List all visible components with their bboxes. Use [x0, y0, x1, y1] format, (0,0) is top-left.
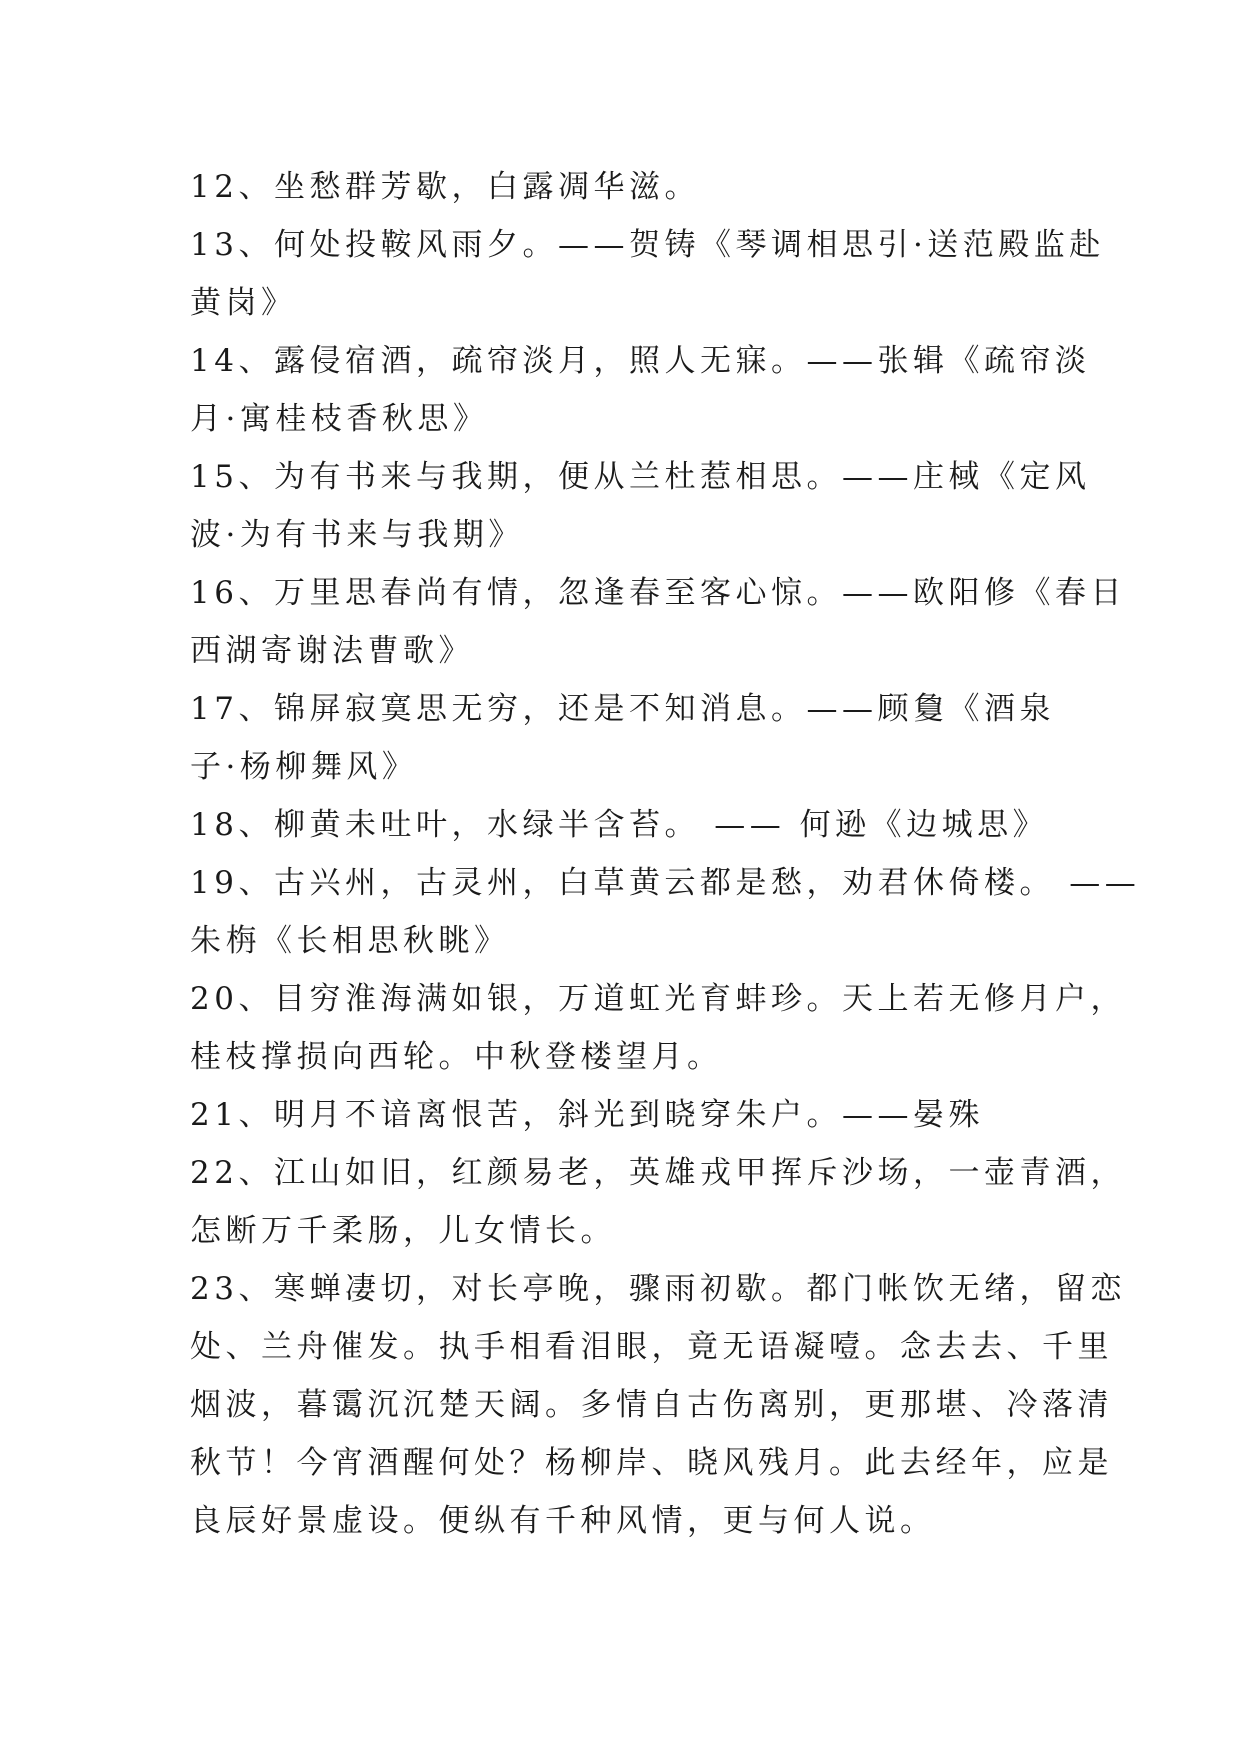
text-line: 秋节！今宵酒醒何处？杨柳岸、晓风残月。此去经年，应是 — [190, 1445, 1113, 1481]
text-line: 15、为有书来与我期，便从兰杜惹相思。——庄棫《定风 — [190, 459, 1091, 495]
text-line: 西湖寄谢法曹歌》 — [190, 633, 474, 669]
text-line: 桂枝撑损向西轮。中秋登楼望月。 — [190, 1039, 723, 1075]
text-line: 19、古兴州，古灵州，白草黄云都是愁，劝君休倚楼。 —— — [190, 865, 1141, 901]
text-line: 子·杨柳舞风》 — [190, 749, 418, 785]
text-line: 良辰好景虚设。便纵有千种风情，更与何人说。 — [190, 1503, 936, 1539]
text-line: 波·为有书来与我期》 — [190, 517, 524, 553]
text-line: 朱栴《长相思秋眺》 — [190, 923, 510, 959]
text-line: 20、目穷淮海满如银，万道虹光育蚌珍。天上若无修月户， — [190, 981, 1126, 1017]
text-line: 月·寓桂枝香秋思》 — [190, 401, 489, 437]
text-line: 烟波，暮霭沉沉楚天阔。多情自古伤离别，更那堪、冷落清 — [190, 1387, 1113, 1423]
text-line: 黄岗》 — [190, 285, 297, 321]
text-line: 14、露侵宿酒，疏帘淡月，照人无寐。——张辑《疏帘淡 — [190, 343, 1091, 379]
text-line: 怎断万千柔肠，儿女情长。 — [190, 1213, 616, 1249]
text-line: 23、寒蝉凄切，对长亭晚，骤雨初歇。都门帐饮无绪，留恋 — [190, 1271, 1126, 1307]
text-line: 18、柳黄未吐叶，水绿半含苔。 —— 何逊《边城思》 — [190, 807, 1049, 843]
text-line: 13、何处投鞍风雨夕。——贺铸《琴调相思引·送范殿监赴 — [190, 227, 1105, 263]
text-line: 16、万里思春尚有情，忽逢春至客心惊。——欧阳修《春日 — [190, 575, 1126, 611]
text-line: 22、江山如旧，红颜易老，英雄戎甲挥斥沙场，一壶青酒， — [190, 1155, 1126, 1191]
text-line: 处、兰舟催发。执手相看泪眼，竟无语凝噎。念去去、千里 — [190, 1329, 1113, 1365]
document-body — [190, 158, 1141, 1550]
text-line: 21、明月不谙离恨苦，斜光到晓穿朱户。——晏殊 — [190, 1097, 984, 1133]
text-line: 17、锦屏寂寞思无穷，还是不知消息。——顾敻《酒泉 — [190, 691, 1055, 727]
text-line: 12、坐愁群芳歇，白露凋华滋。 — [190, 169, 700, 205]
